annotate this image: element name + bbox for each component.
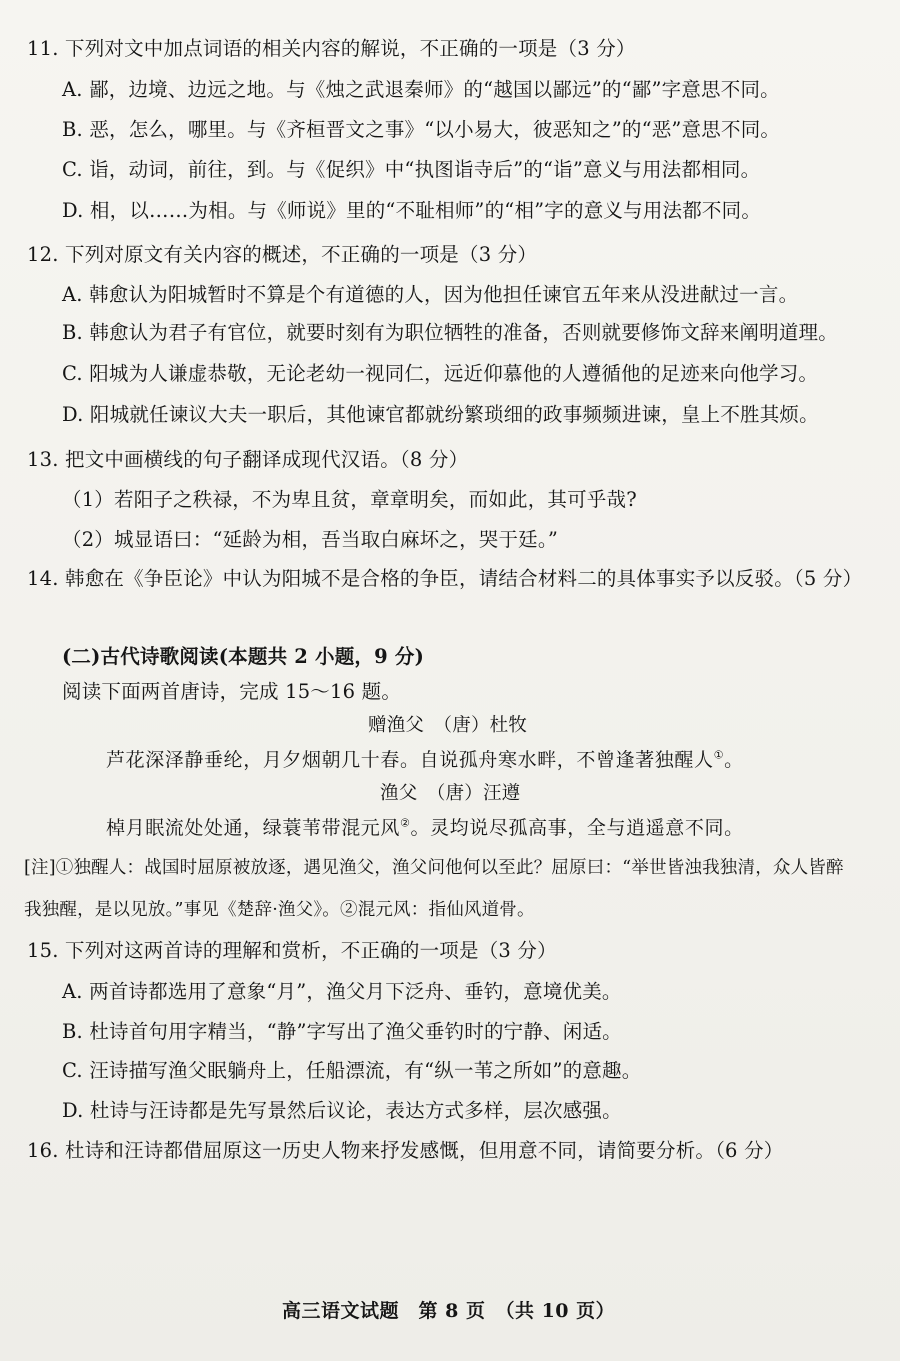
q12-option-d: D. 阳城就任谏议大夫一职后，其他谏官都就纷繁琐细的政事频频进谏，皇上不胜其烦。 <box>62 403 819 426</box>
q13-item-2: （2）城显语曰：“延龄为相，吾当取白麻坏之，哭于廷。” <box>62 528 558 551</box>
q15-option-d: D. 杜诗与汪诗都是先写景然后议论，表达方式多样，层次感强。 <box>62 1099 622 1122</box>
q11-option-b: B. 恶，怎么，哪里。与《齐桓晋文之事》“以小易大，彼恶知之”的“恶”意思不同。 <box>62 118 781 141</box>
poem1-note-mark: ① <box>713 748 725 762</box>
q15-option-b: B. 杜诗首句用字精当，“静”字写出了渔父垂钓时的宁静、闲适。 <box>62 1020 622 1043</box>
q13-item-1: （1）若阳子之秩禄，不为卑且贫，章章明矣，而如此，其可乎哉? <box>62 488 637 511</box>
q12-option-b: B. 韩愈认为君子有官位，就要时刻有为职位牺牲的准备，否则就要修饰文辞来阐明道理。 <box>62 321 838 344</box>
section-instruction: 阅读下面两首唐诗，完成 15～16 题。 <box>62 680 402 703</box>
q15-option-c: C. 汪诗描写渔父眠躺舟上，任船漂流，有“纵一苇之所如”的意趣。 <box>62 1059 642 1082</box>
page-footer: 高三语文试题 第 8 页 （共 10 页） <box>282 1300 616 1322</box>
poem1-end: 。 <box>724 749 744 771</box>
q14-stem: 14. 韩愈在《争臣论》中认为阳城不是合格的争臣，请结合材料二的具体事实予以反驳。（5 分） <box>27 567 863 590</box>
poem1-body: 芦花深泽静垂纶，月夕烟朝几十春。自说孤舟寒水畔，不曾逢著独醒人 <box>106 749 714 771</box>
poem2-body-a: 棹月眠流处处通，绿蓑苇带混元风 <box>106 817 401 839</box>
q11-option-d: D. 相，以……为相。与《师说》里的“不耻相师”的“相”字的意义与用法都不同。 <box>62 199 762 222</box>
q11-option-a: A. 鄙，边境、边远之地。与《烛之武退秦师》的“越国以鄙远”的“鄙”字意思不同。 <box>62 78 780 101</box>
q11-option-c: C. 诣，动词，前往，到。与《促织》中“执图诣寺后”的“诣”意义与用法都相同。 <box>62 158 761 181</box>
q11-stem: 11. 下列对文中加点词语的相关内容的解说，不正确的一项是（3 分） <box>27 37 636 60</box>
q12-stem: 12. 下列对原文有关内容的概述，不正确的一项是（3 分） <box>27 243 538 266</box>
poem2-note-mark: ② <box>400 816 411 830</box>
poem1-text <box>106 747 744 773</box>
q12-option-a: A. 韩愈认为阳城暂时不算是个有道德的人，因为他担任谏官五年来从没进献过一言。 <box>62 283 799 306</box>
poem2-body-b: 。灵均说尽孤高事，全与逍遥意不同。 <box>410 817 744 839</box>
q15-stem: 15. 下列对这两首诗的理解和赏析，不正确的一项是（3 分） <box>27 939 557 962</box>
q16-stem: 16. 杜诗和汪诗都借屈原这一历史人物来抒发感慨，但用意不同，请简要分析。（6 分） <box>27 1139 784 1162</box>
poem2-title: 渔父 （唐）汪遵 <box>380 783 521 804</box>
section-heading: (二)古代诗歌阅读(本题共 2 小题，9 分) <box>62 645 425 668</box>
poem2-text <box>106 815 744 841</box>
q12-option-c: C. 阳城为人谦虚恭敬，无论老幼一视同仁，远近仰慕他的人遵循他的足迹来向他学习。 <box>62 362 819 385</box>
note-line-1: [注]①独醒人：战国时屈原被放逐，遇见渔父，渔父问他何以至此？屈原曰：“举世皆浊我独清，众人皆醉 <box>24 858 844 878</box>
q15-option-a: A. 两首诗都选用了意象“月”，渔父月下泛舟、垂钓，意境优美。 <box>62 980 622 1003</box>
poem1-title: 赠渔父 （唐）杜牧 <box>368 715 528 736</box>
note-line-2: 我独醒，是以见放。”事见《楚辞·渔父》。②混元风：指仙风道骨。 <box>24 900 535 920</box>
q13-stem: 13. 把文中画横线的句子翻译成现代汉语。（8 分） <box>27 448 469 471</box>
